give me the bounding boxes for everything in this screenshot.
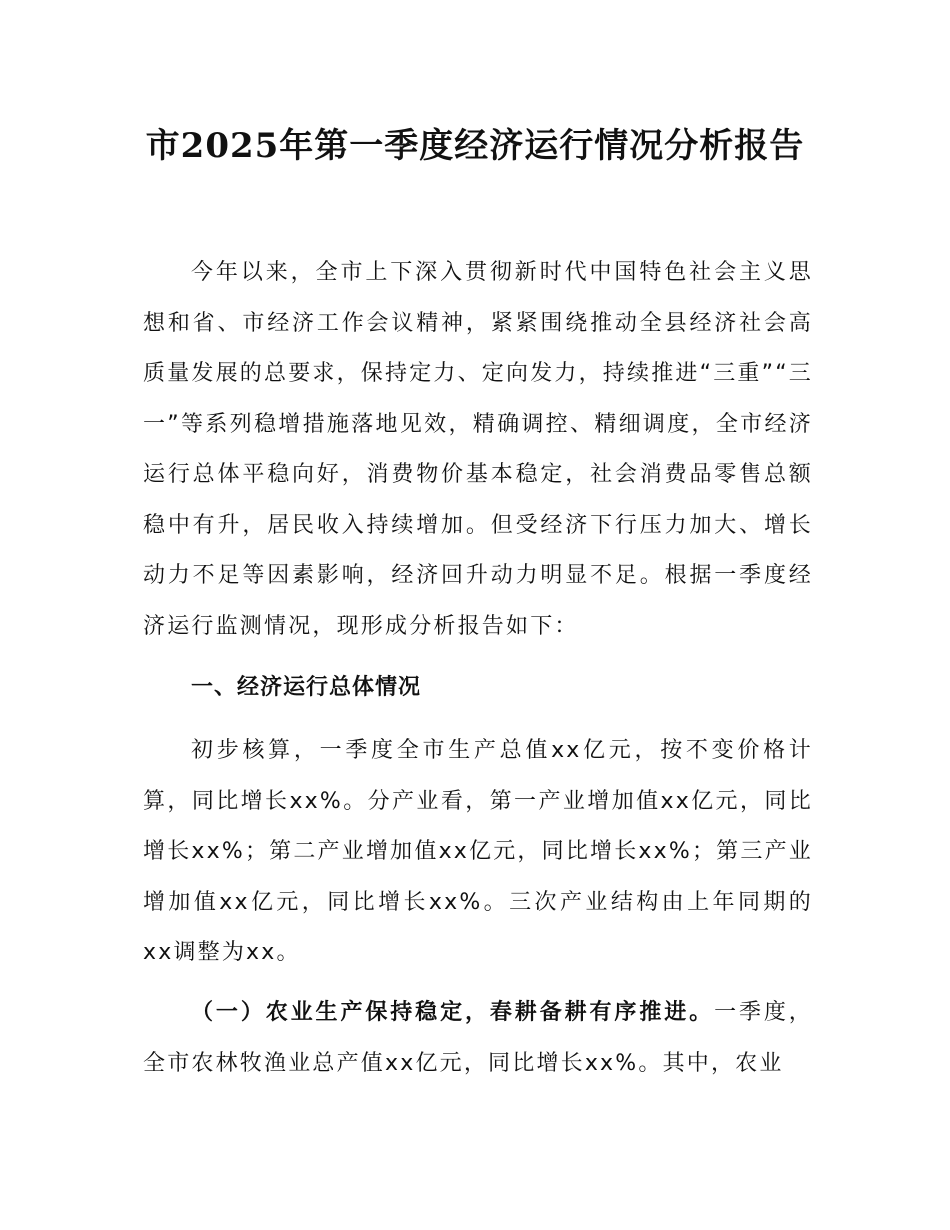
agriculture-paragraph [143,988,813,1089]
overview-paragraph: 初步核算，一季度全市生产总值xx亿元，按不变价格计算，同比增长xx%。分产业看，第一产业增加值xx亿元，同比增长xx%；第二产业增加值xx亿元，同比增长xx%；第三产业增加值xx亿元，同比增长xx%。三次产业结构由上年同期的xx调整为xx。 [143,738,813,965]
document-title: 市2025年第一季度经济运行情况分析报告 [145,126,805,166]
section-heading: 一、经济运行总体情况 [191,675,422,700]
subsection-lead: （一）农业生产保持稳定，春耕备耕有序推进。 [191,1000,715,1025]
subsection-text: 一季度，全市农林牧渔业总产值xx亿元，同比增长xx%。其中，农业 [143,1000,814,1076]
intro-paragraph: 今年以来，全市上下深入贯彻新时代中国特色社会主义思想和省、市经济工作会议精神，紧紧围绕推动全县经济社会高质量发展的总要求，保持定力、定向发力，持续推进“三重”“三一”等系列稳增措施落地见效，精确调控、精细调度，全市经济运行总体平稳向好，消费物价基本稳定，社会消费品零售总额稳中有升，居民收入持续增加。但受经济下行压力加大、增长动力不足等因素影响，经济回升动力明显不足。根据一季度经济运行监测情况，现形成分析报告如下： [143,260,813,639]
